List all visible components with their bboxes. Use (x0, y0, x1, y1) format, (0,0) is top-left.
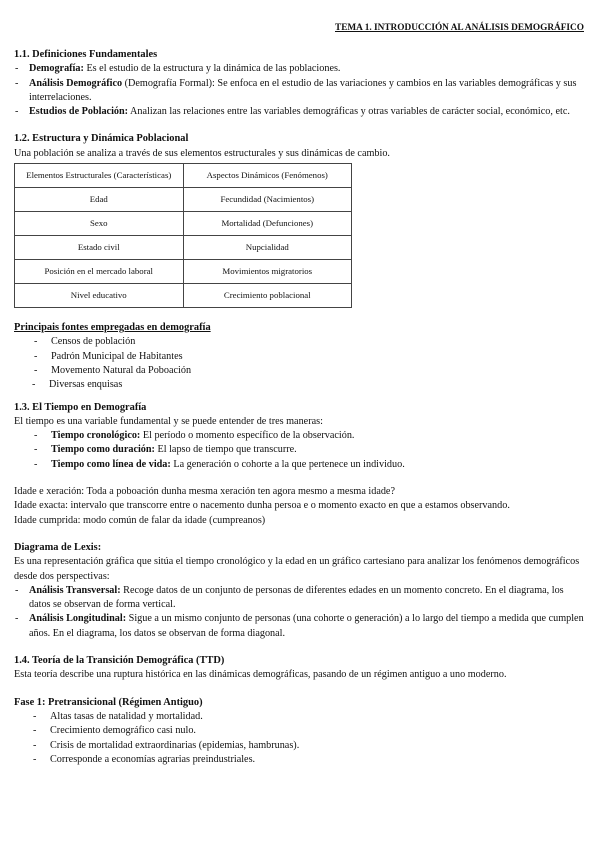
phase-1-heading: Fase 1: Pretransicional (Régimen Antiguo) (14, 696, 203, 708)
table-cell: Fecundidad (Nacimientos) (183, 188, 352, 212)
section-heading-1-2: 1.2. Estructura y Dinámica Poblacional (14, 133, 189, 145)
table-cell: Nivel educativo (15, 284, 184, 308)
table-row (15, 188, 352, 212)
document-body (14, 48, 586, 767)
list-item: - Análisis Longitudinal: Sigue a un mismo conjunto de personas (una cohorte o generación) a lo largo del tiempo a medida que cumplen años. En el diagrama, los datos se observan de forma diagonal. (14, 612, 586, 641)
table-cell: Mortalidad (Defunciones) (183, 212, 352, 236)
table-row (15, 284, 352, 308)
table-cell: Posición en el mercado laboral (15, 260, 184, 284)
list-item: - Tiempo cronológico: El período o momento específico de la observación. (14, 429, 586, 443)
list-item: - Análisis Demográfico (Demografía Formal): Se enfoca en el estudio de las variaciones y cambios en las variables demográficas y sus interrelaciones. (14, 77, 586, 106)
table-row (15, 212, 352, 236)
list-item: - Movemento Natural da Poboación (14, 364, 586, 378)
paragraph: Una población se analiza a través de sus elementos estructurales y sus dinámicas de cambio. (14, 147, 390, 159)
list-item: - Tiempo como línea de vida: La generación o cohorte a la que pertenece un individuo. (14, 458, 586, 472)
phase-1-list (14, 710, 586, 767)
definitions-list (14, 62, 586, 119)
section-heading-1-4: 1.4. Teoría de la Transición Demográfica (TTD) (14, 655, 225, 667)
table-row (15, 260, 352, 284)
table-header-row (15, 164, 352, 188)
table-header-cell: Elementos Estructurales (Características) (15, 164, 184, 188)
list-item: - Crisis de mortalidad extraordinarias (epidemias, hambrunas). (14, 739, 586, 753)
sources-list (14, 335, 586, 392)
note-line: Idade exacta: intervalo que transcorre entre o nacemento dunha persoa e o momento exacto en que a estamos observando. (14, 500, 510, 512)
note-line: Idade cumprida: modo común de falar da idade (cumpreanos) (14, 514, 266, 526)
paragraph: El tiempo es una variable fundamental y se puede entender de tres maneras: (14, 415, 323, 427)
paragraph: Es una representación gráfica que sitúa el tiempo cronológico y la edad en un gráfico cartesiano para analizar los fenómenos demográficos desde dos perspectivas: (14, 556, 580, 582)
list-item: - Altas tasas de natalidad y mortalidad. (14, 710, 586, 724)
table-cell: Estado civil (15, 236, 184, 260)
sources-heading: Principais fontes empregadas en demografía (14, 322, 211, 334)
list-item: - Padrón Municipal de Habitantes (14, 350, 586, 364)
note-line: Idade e xeración: Toda a poboación dunha mesma xeración ten agora mesmo a mesma idade? (14, 486, 395, 498)
list-item: - Crecimiento demográfico casi nulo. (14, 724, 586, 738)
table-header-cell: Aspectos Dinámicos (Fenómenos) (183, 164, 352, 188)
structure-dynamics-table (14, 163, 352, 308)
list-item: - Análisis Transversal: Recoge datos de un conjunto de personas de diferentes edades en un momento concreto. En el diagrama, los datos se observan de forma vertical. (14, 584, 586, 613)
paragraph: Esta teoría describe una ruptura histórica en las dinámicas demográficas, pasando de un régimen antiguo a uno moderno. (14, 669, 507, 681)
list-item: - Diversas enquisas (14, 378, 586, 392)
document-title: TEMA 1. INTRODUCCIÓN AL ANÁLISIS DEMOGRÁFICO (335, 23, 584, 33)
table-cell: Edad (15, 188, 184, 212)
lexis-heading: Diagrama de Lexis: (14, 541, 102, 553)
section-heading-1-3: 1.3. El Tiempo en Demografía (14, 401, 147, 413)
list-item: - Corresponde a economías agrarias preindustriales. (14, 753, 586, 767)
list-item: - Tiempo como duración: El lapso de tiempo que transcurre. (14, 443, 586, 457)
table-cell: Sexo (15, 212, 184, 236)
list-item: - Censos de población (14, 335, 586, 349)
section-heading-1-1: 1.1. Definiciones Fundamentales (14, 49, 158, 60)
table-row (15, 236, 352, 260)
list-item: - Estudios de Población: Analizan las relaciones entre las variables demográficas y otras variables de carácter social, económico, etc. (14, 105, 586, 119)
time-types-list (14, 429, 586, 472)
lexis-list (14, 584, 586, 641)
table-cell: Movimientos migratorios (183, 260, 352, 284)
list-item: - Demografía: Es el estudio de la estructura y la dinámica de las poblaciones. (14, 62, 586, 76)
table-cell: Nupcialidad (183, 236, 352, 260)
table-cell: Crecimiento poblacional (183, 284, 352, 308)
